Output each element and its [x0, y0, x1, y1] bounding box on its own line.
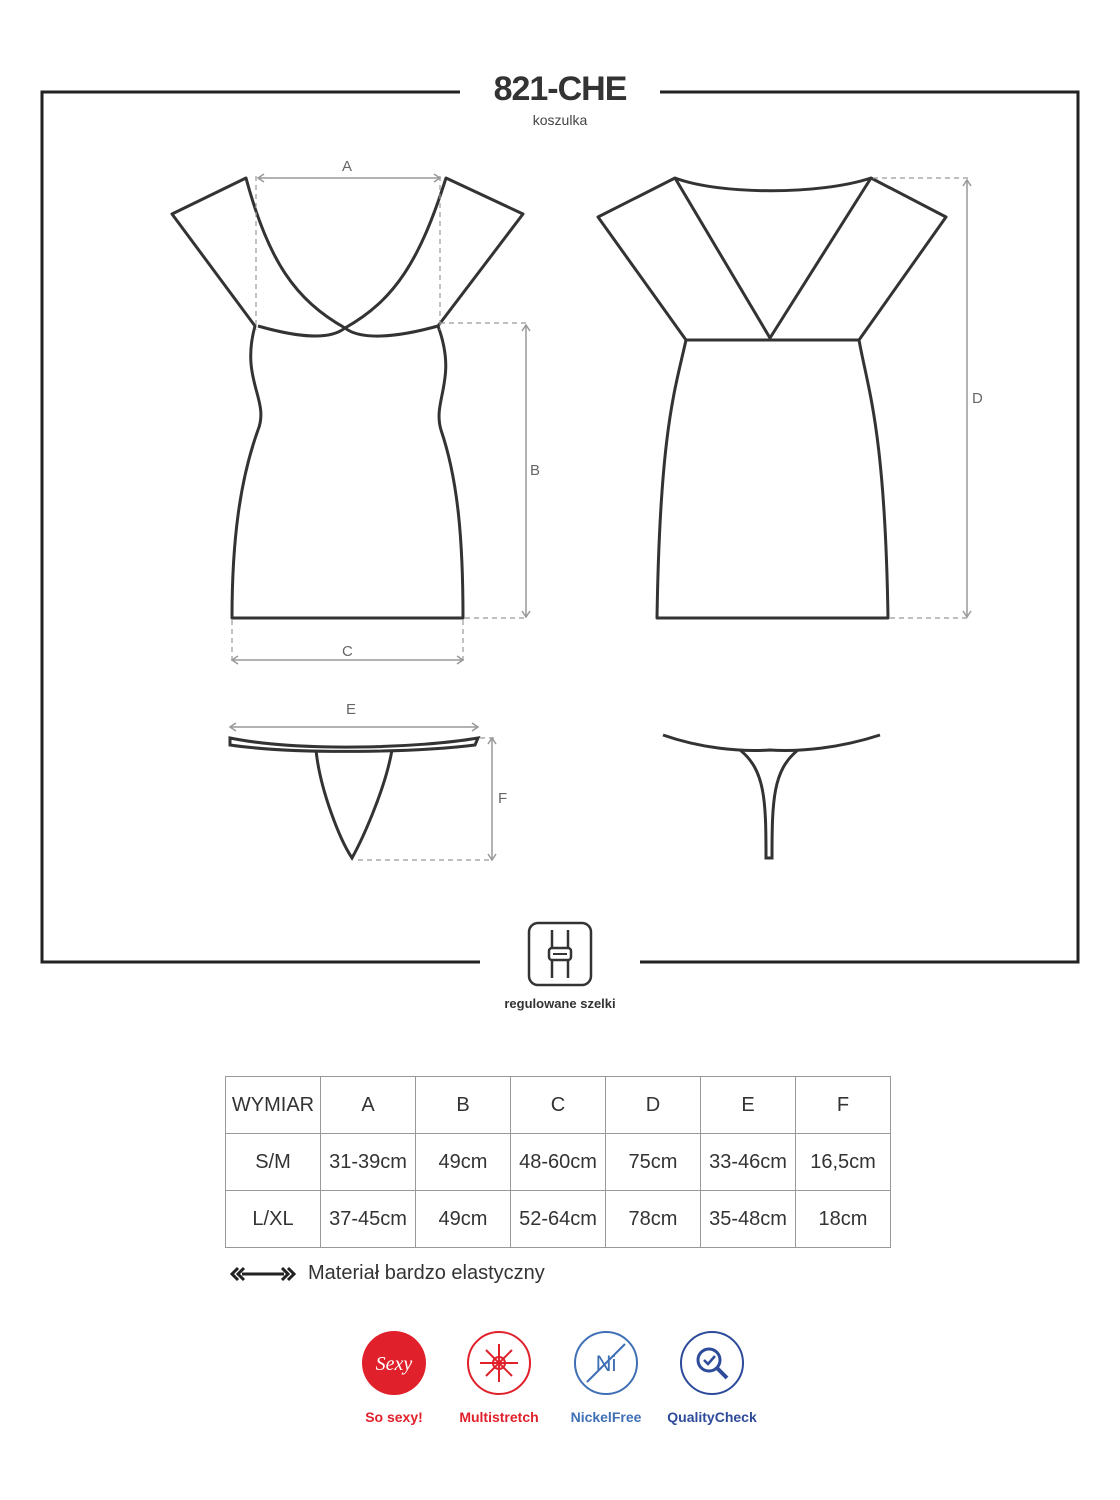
table-row: [226, 1134, 891, 1191]
dimension-arrows: [230, 174, 971, 860]
table-row: [226, 1191, 891, 1248]
table-cell: 78cm: [606, 1191, 701, 1248]
thong-back-drawing: [230, 738, 478, 858]
table-header-row: [226, 1077, 891, 1134]
nickel-free-icon: [573, 1330, 639, 1396]
product-code: 821-CHE: [493, 70, 627, 108]
size-table: [225, 1076, 891, 1248]
stretch-arrow-icon: [228, 1265, 298, 1283]
dress-front-drawing: [598, 178, 946, 618]
table-header-cell: WYMIAR: [226, 1077, 321, 1134]
table-cell: 18cm: [796, 1191, 891, 1248]
table-header-cell: D: [606, 1077, 701, 1134]
badge-quality-check: [657, 1330, 767, 1425]
feature-label: regulowane szelki: [504, 996, 616, 1011]
table-cell: L/XL: [226, 1191, 321, 1248]
dress-back-drawing: [172, 178, 523, 618]
table-header-cell: C: [511, 1077, 606, 1134]
table-cell: 16,5cm: [796, 1134, 891, 1191]
table-cell: 35-48cm: [701, 1191, 796, 1248]
badge-label: So sexy!: [365, 1409, 423, 1425]
dimension-label-d: D: [972, 390, 983, 407]
table-cell: S/M: [226, 1134, 321, 1191]
dimension-label-c: C: [342, 643, 353, 660]
sexy-icon: [361, 1330, 427, 1396]
table-cell: 49cm: [416, 1134, 511, 1191]
table-cell: 33-46cm: [701, 1134, 796, 1191]
table-header-cell: B: [416, 1077, 511, 1134]
dimension-label-f: F: [498, 790, 508, 807]
material-note: [228, 1262, 545, 1285]
multistretch-icon: [466, 1330, 532, 1396]
dimension-label-b: B: [530, 462, 541, 479]
table-header-cell: A: [321, 1077, 416, 1134]
table-cell: 52-64cm: [511, 1191, 606, 1248]
badge-so-sexy: [339, 1330, 449, 1425]
dimension-guides: [232, 176, 968, 860]
badge-nickel-free: [551, 1330, 661, 1425]
badge-multistretch: [444, 1330, 554, 1425]
nickel-free-icon-text: Ni: [595, 1351, 617, 1376]
table-cell: 48-60cm: [511, 1134, 606, 1191]
badge-label: NickelFree: [570, 1409, 642, 1425]
material-note-text: Materiał bardzo elastyczny: [308, 1262, 545, 1284]
dimension-label-e: E: [346, 701, 357, 718]
table-header-cell: E: [701, 1077, 796, 1134]
thong-front-drawing: [663, 735, 880, 858]
badge-label: QualityCheck: [667, 1409, 757, 1425]
table-cell: 31-39cm: [321, 1134, 416, 1191]
table-cell: 49cm: [416, 1191, 511, 1248]
table-cell: 37-45cm: [321, 1191, 416, 1248]
table-header-cell: F: [796, 1077, 891, 1134]
table-cell: 75cm: [606, 1134, 701, 1191]
frame-border: [42, 92, 1078, 962]
badge-label: Multistretch: [459, 1409, 539, 1425]
product-type: koszulka: [532, 112, 588, 128]
quality-check-icon: [679, 1330, 745, 1396]
adjustable-strap-icon: [529, 923, 591, 985]
sexy-icon-text: Sexy: [375, 1353, 413, 1375]
dimension-label-a: A: [342, 158, 353, 175]
